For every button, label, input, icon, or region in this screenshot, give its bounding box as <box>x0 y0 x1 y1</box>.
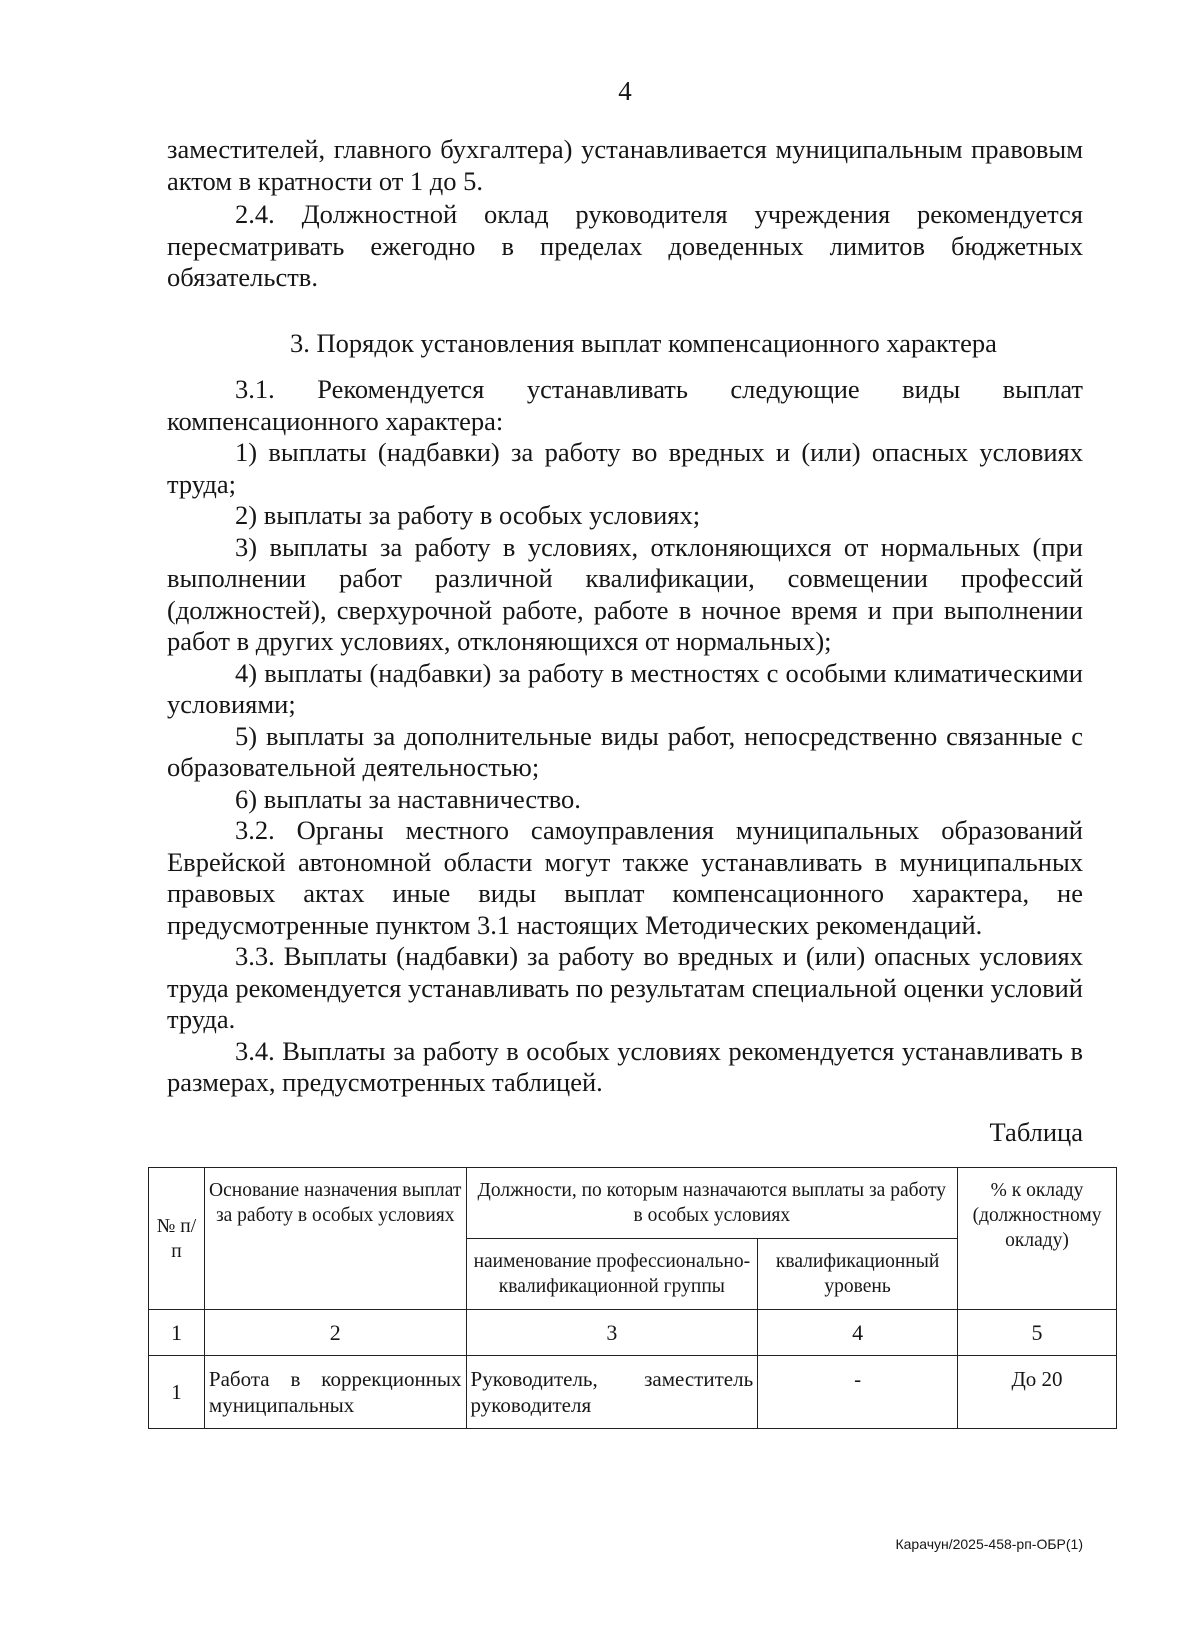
table-cell: 2 <box>204 1310 466 1356</box>
paragraph: 5) выплаты за дополнительные виды работ, непосредственно связанные с образовательной деятельностью; <box>167 720 1083 782</box>
document-footer-code: Карачун/2025-458-рп-ОБР(1) <box>895 1536 1083 1552</box>
header-group: наименование профессионально-квалификационной группы <box>466 1239 758 1310</box>
payments-table <box>148 1167 1117 1429</box>
paragraph: 4) выплаты (надбавки) за работу в местностях с особыми климатическими условиями; <box>167 657 1083 719</box>
paragraph: 2) выплаты за работу в особых условиях; <box>235 500 701 530</box>
paragraph: заместителей, главного бухгалтера) устанавливается муниципальным правовым актом в кратности от 1 до 5. <box>167 134 1083 196</box>
section-title: 3. Порядок установления выплат компенсационного характера <box>290 328 997 358</box>
paragraph: 3.4. Выплаты за работу в особых условиях рекомендуется устанавливать в размерах, предусмотренных таблицей. <box>167 1035 1083 1097</box>
page-number: 4 <box>618 76 632 106</box>
paragraph: 3.3. Выплаты (надбавки) за работу во вредных и (или) опасных условиях труда рекомендуется устанавливать по результатам специальной оценки условий труда. <box>167 941 1083 1034</box>
table-cell: 5 <box>958 1310 1117 1356</box>
paragraph: 3.2. Органы местного самоуправления муниципальных образований Еврейской автономной области могут также устанавливать в муниципальных правовых актах иные виды выплат компенсационного характера, не предусмотренные пунктом 3.1 настоящих Методических рекомендаций. <box>167 815 1083 940</box>
paragraph: 3.1. Рекомендуется устанавливать следующие виды выплат компенсационного характера: <box>167 374 1083 436</box>
header-percent: % к окладу (должностному окладу) <box>958 1168 1117 1310</box>
table-caption: Таблица <box>989 1117 1083 1147</box>
table-cell: 3 <box>466 1310 758 1356</box>
table-row <box>149 1356 1117 1429</box>
paragraph: 3) выплаты за работу в условиях, отклоняющихся от нормальных (при выполнении работ различной квалификации, совмещении профессий (должностей), сверхурочной работе, работе в ночное время и при выполнении работ в других условиях, отклоняющихся от нормальных); <box>167 531 1083 656</box>
text-block-top <box>167 134 1083 294</box>
paragraph: 6) выплаты за наставничество. <box>235 783 581 814</box>
table-cell-percent: До 20 <box>958 1356 1117 1429</box>
table-cell: 1 <box>149 1310 205 1356</box>
table-index-row <box>149 1310 1117 1356</box>
header-num: № п/п <box>149 1168 205 1310</box>
table-cell-num: 1 <box>149 1356 205 1429</box>
header-positions: Должности, по которым назначаются выплаты за работу в особых условиях <box>466 1168 958 1239</box>
header-level: квалификационный уровень <box>758 1239 958 1310</box>
table-cell-level: - <box>758 1356 958 1429</box>
table-cell-group: Руководитель, заместитель руководителя <box>466 1356 758 1429</box>
header-basis: Основание назначения выплат за работу в особых условиях <box>204 1168 466 1310</box>
table-cell-basis: Работа в коррекционных муниципальных <box>204 1356 466 1429</box>
text-block-main <box>167 374 1083 1099</box>
table-header-row <box>149 1168 1117 1239</box>
table-cell: 4 <box>758 1310 958 1356</box>
paragraph: 1) выплаты (надбавки) за работу во вредных и (или) опасных условиях труда; <box>167 437 1083 499</box>
paragraph: 2.4. Должностной оклад руководителя учреждения рекомендуется пересматривать ежегодно в пределах доведенных лимитов бюджетных обязательств. <box>167 199 1083 292</box>
